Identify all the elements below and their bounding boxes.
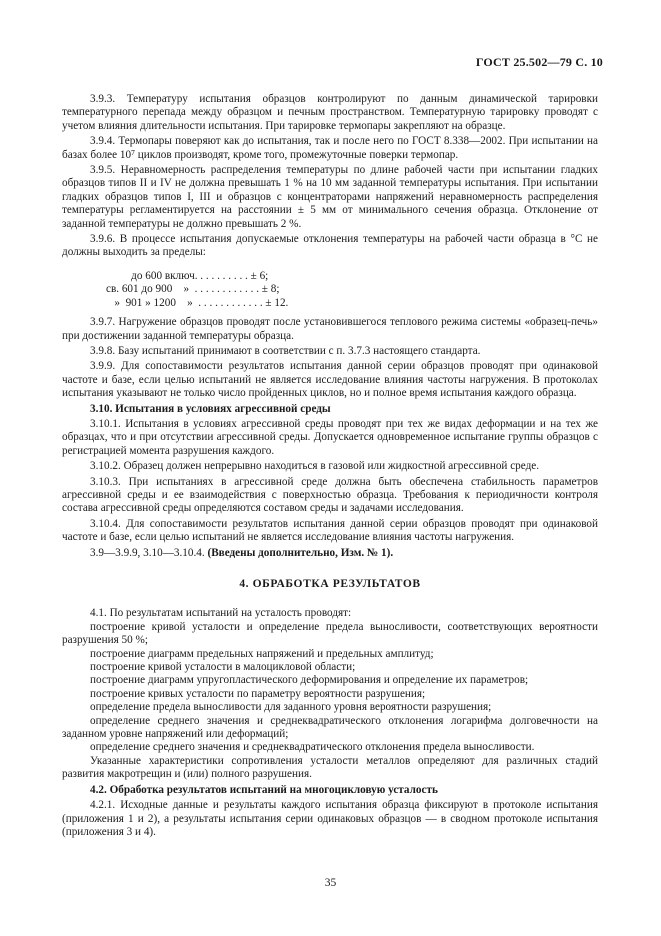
list-item: определение среднего значения и среднеквадратического отклонения предела выносливости. [90,741,535,754]
list-item: построение кривой усталости и определение предела выносливости, соответствующих вероятности разрушения 50 %; [62,620,598,647]
list-item: построение диаграмм предельных напряжений и предельных амплитуд; [90,647,434,660]
page-header: ГОСТ 25.502—79 С. 10 [475,55,603,69]
paragraph-4-1: 4.1. По результатам испытаний на усталость проводят: [90,607,352,620]
page-number: 35 [324,877,337,889]
list-item: определение предела выносливости для заданного уровня вероятности разрушения; [90,701,492,714]
paragraph-3-10-1: 3.10.1. Испытания в условиях агрессивной среды проводят при тех же видах деформации и на тех же образцах, что и при отсутствии агрессивной среды. Допускается одновременное испытание группы образцов с регистрацией момента разрушения каждого. [62,417,598,457]
paragraph-3-9-7: 3.9.7. Нагружение образцов проводят после установившегося теплового режима системы «образец-печь» при достижении заданной температуры образца. [62,316,598,342]
paragraph-3-9-9: 3.9.9. Для сопоставимости результатов испытания данной серии образцов проводят при одинаковой частоте и базе, если целью испытаний не является исследование влияния частоты нагружения. В протоколах испытания указывают не только число пройденных циклов, но и полное время испытания каждого образца. [62,360,598,400]
paragraph-4-2-1: 4.2.1. Исходные данные и результаты каждого испытания образца фиксируют в протоколе испытания (приложения 1 и 2), а результаты испытания серии одинаковых образцов — в сводном протоколе испытания (приложения 3 и 4). [62,799,598,838]
document-body [62,93,598,839]
section-4-title: 4. ОБРАБОТКА РЕЗУЛЬТАТОВ [239,578,421,590]
tolerance-row: до 600 включ. . . . . . . . . . ± 6; [106,269,269,282]
tolerance-row: » 901 » 1200 » . . . . . . . . . . . . ± 12. [106,296,289,309]
temperature-tolerance-list [106,270,598,310]
paragraph-3-10-3: 3.10.3. При испытаниях в агрессивной среде должна быть обеспечена стабильность параметров агрессивной среды и ее взаимодействия с поверхностью образца. Требования к периодичности контроля состава агрессивной среды определяются составом среды и задачами исследования. [62,475,598,515]
paragraph-3-10-4: 3.10.4. Для сопоставимости результатов испытания данной серии образцов проводят при одинаковой частоте и базе, если целью испытаний не является исследование влияния частоты нагружения. [62,517,598,544]
paragraph-3-9-5: 3.9.5. Неравномерность распределения температуры по длине рабочей части при испытании гладких образцов типов II и IV не должна превышать 1 % на 10 мм заданной температуры испытания. При испытании гладких образцов типов I, III и образцов с концентраторами напряжений неравномерность распределения температуры регламентируется на расстоянии ± 5 мм от минимального сечения образца. Отклонение от заданной температуры не должно превышать 2 %. [62,164,598,230]
amendment-text: (Введены дополнительно, Изм. № 1). [207,546,394,559]
paragraph-3-10-2: 3.10.2. Образец должен непрерывно находиться в газовой или жидкостной агрессивной среде. [90,460,540,473]
list-item: построение кривых усталости по параметру вероятности разрушения; [90,687,426,700]
paragraph-3-9-3: 3.9.3. Температуру испытания образцов контролируют по данным динамической тарировки температурного перепада между образцом и печным пространством. Температурную тарировку проводят с учетом влияния длительности испытания. При тарировке термопары закрепляют на образце. [62,93,598,132]
paragraph-3-9-4: 3.9.4. Термопары поверяют как до испытания, так и после него по ГОСТ 8.338—2002. При испытании на базах более 10⁷ циклов производят, кроме того, промежуточные поверки термопар. [62,135,598,161]
list-item: определение среднего значения и среднеквадратического отклонения логарифма долговечности на заданном уровне напряжений или деформаций; [62,714,598,741]
subsection-3-10-title: 3.10. Испытания в условиях агрессивной среды [90,402,331,415]
subsection-4-2-title: 4.2. Обработка результатов испытаний на многоцикловую усталость [90,783,438,796]
tolerance-row: св. 601 до 900 » . . . . . . . . . . . . ± 8; [106,283,280,296]
paragraph-3-9-8: 3.9.8. Базу испытаний принимают в соответствии с п. 3.7.3 настоящего стандарта. [90,344,481,357]
amendment-note [62,547,598,560]
paragraph-3-9-6: 3.9.6. В процессе испытания допускаемые отклонения температуры на рабочей части образца в °С не должны выходить за пределы: [62,233,598,259]
paragraph-4-1-after: Указанные характеристики сопротивления усталости металлов определяют для различных стадий развития макротрещин и (или) полного разрушения. [62,754,598,781]
amendment-ref: 3.9—3.9.9, 3.10—3.10.4. [90,546,205,559]
list-item: построение диаграмм упругопластического деформирования и определение их параметров; [90,674,529,687]
list-item: построение кривой усталости в малоцикловой области; [90,661,356,674]
